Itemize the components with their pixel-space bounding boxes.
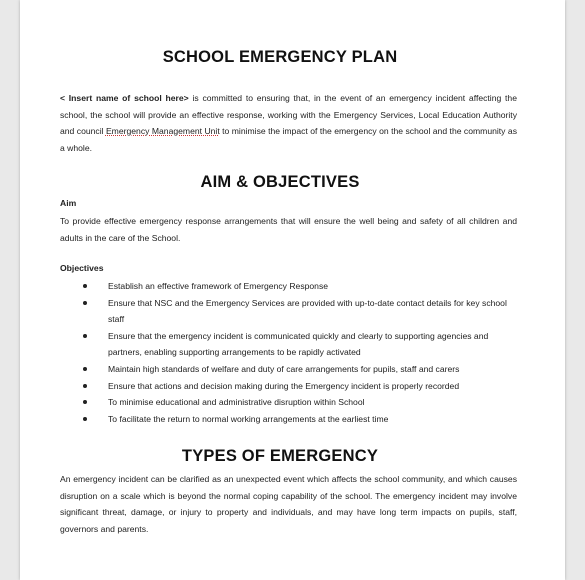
aim-paragraph: To provide effective emergency response arrangements that will ensure the well being and safety of all children and adults in the care of the School. bbox=[60, 216, 517, 243]
objective-text: Ensure that the emergency incident is communicated quickly and clearly to supporting agencies and partners, enabling supporting arrangements to be rapidly activated bbox=[108, 330, 489, 358]
bullet-icon bbox=[83, 384, 87, 388]
intro-text-part2: to minimise the impact of the emergency on the school and the community as a whole. bbox=[60, 126, 517, 153]
intro-paragraph bbox=[60, 90, 517, 156]
objective-text: To facilitate the return to normal working arrangements at the earliest time bbox=[108, 413, 389, 424]
objective-text: Establish an effective framework of Emergency Response bbox=[108, 281, 329, 291]
bullet-icon bbox=[83, 417, 87, 421]
types-of-emergency-heading: TYPES OF EMERGENCY bbox=[181, 447, 379, 465]
objective-item bbox=[60, 295, 517, 328]
objective-item bbox=[60, 411, 517, 428]
objective-text: To minimise educational and administrative disruption within School bbox=[108, 397, 365, 408]
objective-item bbox=[60, 361, 517, 378]
bullet-icon bbox=[83, 284, 87, 288]
types-paragraph: An emergency incident can be clarified as an unexpected event which affects the school community, and which causes disruption on a scale which is beyond the normal coping capability of the school. The emergency incident may involve significant threat, damage, or injury to property and individuals, and may have long term impacts on pupils, staff, governors and parents. bbox=[60, 474, 517, 534]
objective-text: Ensure that NSC and the Emergency Services are provided with up-to-date contact details for key school staff bbox=[108, 297, 507, 325]
objective-item bbox=[60, 278, 517, 295]
emergency-management-unit: Emergency Management Unit bbox=[105, 126, 220, 137]
school-name-placeholder: < Insert name of school here> bbox=[60, 93, 189, 103]
intro-text-part1: is committed to ensuring that, in the event of an emergency incident affecting the school, the school will provide an effective response, working with the Emergency Services, Local Education Authority and council bbox=[60, 93, 517, 137]
objectives-list bbox=[60, 278, 517, 427]
aim-label: Aim bbox=[60, 198, 77, 208]
aim-objectives-heading: AIM & OBJECTIVES bbox=[200, 173, 360, 191]
document-title: SCHOOL EMERGENCY PLAN bbox=[162, 48, 398, 66]
objective-text: Ensure that actions and decision making during the Emergency incident is properly recorded bbox=[108, 380, 460, 391]
objective-text: Maintain high standards of welfare and duty of care arrangements for pupils, staff and carers bbox=[108, 363, 460, 374]
bullet-icon bbox=[83, 334, 87, 338]
objective-item bbox=[60, 394, 517, 411]
objective-item bbox=[60, 378, 517, 395]
objective-item bbox=[60, 328, 517, 361]
bullet-icon bbox=[83, 301, 87, 305]
bullet-icon bbox=[83, 367, 87, 371]
bullet-icon bbox=[83, 400, 87, 404]
objectives-label: Objectives bbox=[60, 263, 104, 273]
document-page bbox=[20, 0, 565, 580]
